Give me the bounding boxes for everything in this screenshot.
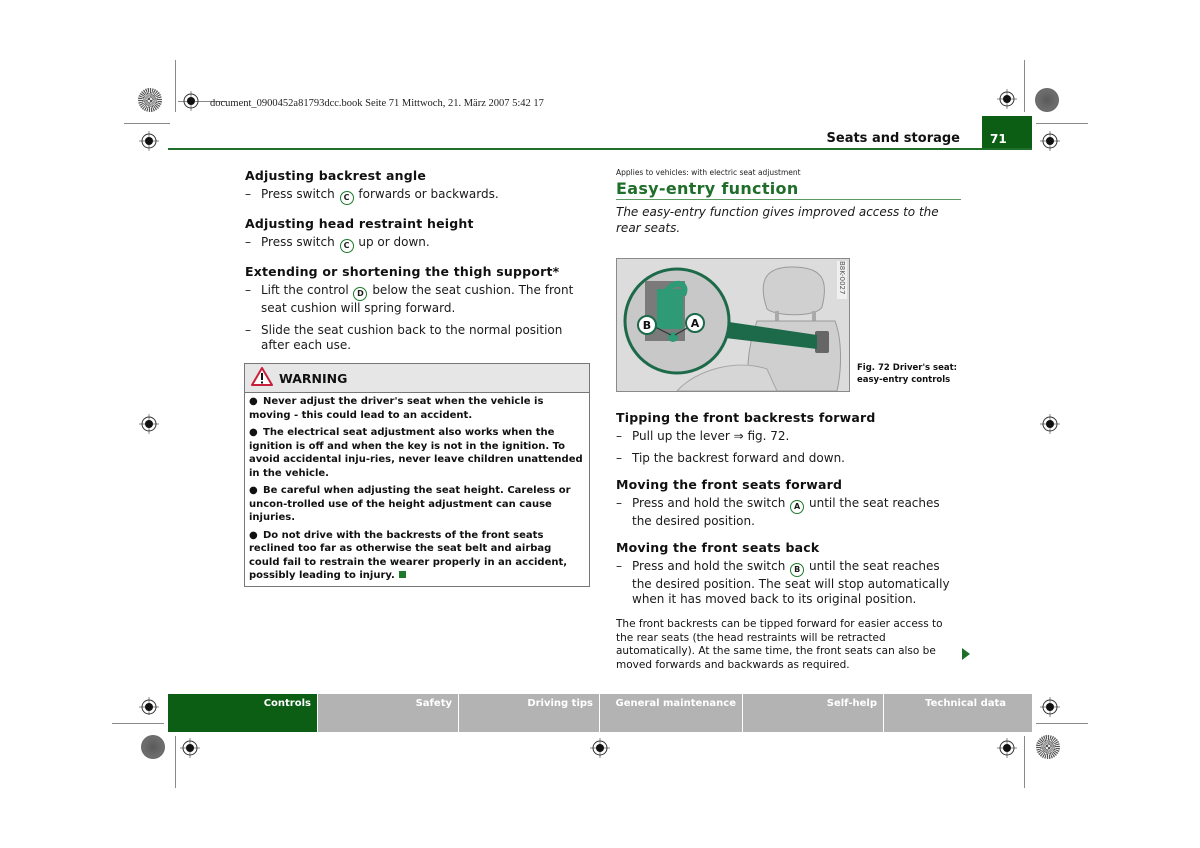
control-ref-badge: C xyxy=(340,239,354,253)
warning-triangle-icon xyxy=(251,367,273,390)
control-ref-badge: D xyxy=(353,287,367,301)
section-heading: Tipping the front backrests forward xyxy=(616,410,876,425)
right-column xyxy=(616,168,961,672)
color-rosette-icon xyxy=(138,88,162,112)
instruction-step: – Press switch C up or down. xyxy=(245,235,590,253)
registration-target-icon xyxy=(1040,697,1060,717)
tab-self-help[interactable]: Self-help xyxy=(743,694,883,732)
crop-line xyxy=(175,60,176,112)
section-backrest-angle xyxy=(245,168,590,205)
end-of-section-icon xyxy=(399,571,406,578)
color-rosette-icon xyxy=(141,735,165,759)
chapter-tabs xyxy=(168,694,1033,732)
header-rule xyxy=(168,148,1032,150)
section-heading: Adjusting backrest angle xyxy=(245,168,427,183)
crop-line xyxy=(1036,723,1088,724)
registration-target-icon xyxy=(180,738,200,758)
tab-controls[interactable]: Controls xyxy=(168,694,317,732)
explanatory-note: The front backrests can be tipped forward for easier access to the rear seats (the head restraints will be retracted automatically). At the same time, the front seats can also be moved forwards and backwards as required. xyxy=(616,618,943,671)
crop-line xyxy=(175,736,176,788)
seat-illustration xyxy=(617,259,849,391)
section-title: Seats and storage xyxy=(826,131,960,146)
warning-item: ● The electrical seat adjustment also works when the ignition is off and when the key is not in the ignition. To avoid accidental inju-ries, never leave children unattended in the vehicle. xyxy=(249,427,583,479)
figure-label-a: A xyxy=(690,317,700,330)
registration-target-icon xyxy=(1040,131,1060,151)
section-moving-back xyxy=(616,540,961,607)
continue-arrow-icon xyxy=(962,648,970,660)
warning-label: WARNING xyxy=(279,370,348,386)
instruction-step: – Lift the control D below the seat cushion. The front seat cushion will spring forward. xyxy=(245,283,590,316)
warning-item: ● Be careful when adjusting the seat height. Careless or uncon-trolled use of the height adjustment can cause injuries. xyxy=(249,485,571,523)
registration-target-icon xyxy=(181,91,201,111)
instruction-step: – Press switch C forwards or backwards. xyxy=(245,187,590,205)
instruction-step: – Press and hold the switch A until the seat reaches the desired position. xyxy=(616,496,961,529)
warning-item: ● Never adjust the driver's seat when the vehicle is moving - this could lead to an accident. xyxy=(249,396,544,421)
registration-target-icon xyxy=(997,89,1017,109)
control-ref-badge: C xyxy=(340,191,354,205)
crop-line xyxy=(112,723,164,724)
applies-to-note: Applies to vehicles: with electric seat adjustment xyxy=(616,168,801,177)
instruction-step: – Slide the seat cushion back to the normal position after each use. xyxy=(245,323,590,353)
color-rosette-icon xyxy=(1035,88,1059,112)
tab-technical-data[interactable]: Technical data xyxy=(884,694,1032,732)
section-heading: Adjusting head restraint height xyxy=(245,216,474,231)
section-head-restraint xyxy=(245,216,590,253)
crop-line xyxy=(1036,123,1088,124)
section-tipping-backrests xyxy=(616,410,961,466)
instruction-step: – Tip the backrest forward and down. xyxy=(616,451,961,466)
figure-easy-entry xyxy=(616,258,850,392)
warning-body xyxy=(245,393,589,586)
registration-target-icon xyxy=(139,697,159,717)
instruction-step: – Press and hold the switch B until the seat reaches the desired position. The seat will stop automatically when it has moved back to its original position. xyxy=(616,559,961,607)
warning-header xyxy=(245,364,589,393)
registration-target-icon xyxy=(590,738,610,758)
section-heading: Moving the front seats forward xyxy=(616,477,843,492)
lead-paragraph: The easy-entry function gives improved access to the rear seats. xyxy=(616,205,939,235)
section-heading: Extending or shortening the thigh support* xyxy=(245,264,560,279)
tab-general-maintenance[interactable]: General maintenance xyxy=(600,694,742,732)
control-ref-badge: B xyxy=(790,563,804,577)
figure-caption: Fig. 72 Driver's seat: easy-entry controls xyxy=(857,363,958,385)
left-column xyxy=(245,168,590,364)
control-ref-badge: A xyxy=(790,500,804,514)
topic-title: Easy-entry function xyxy=(616,179,961,200)
page-number: 71 xyxy=(982,116,1032,149)
figure-label-b: B xyxy=(642,319,652,332)
color-rosette-icon xyxy=(1036,735,1060,759)
tab-safety[interactable]: Safety xyxy=(318,694,458,732)
warning-item: ● Do not drive with the backrests of the front seats reclined too far as otherwise the seat belt and airbag could fail to restrain the wearer properly in an accident, possibly leading to injury. xyxy=(249,529,568,581)
crop-line xyxy=(124,123,170,124)
crop-line xyxy=(1024,736,1025,788)
section-thigh-support xyxy=(245,264,590,353)
figure-code-tag: B8K-0027 xyxy=(837,261,847,299)
instruction-step: – Pull up the lever ⇒ fig. 72. xyxy=(616,429,961,444)
section-moving-forward xyxy=(616,477,961,529)
registration-target-icon xyxy=(139,131,159,151)
crop-line xyxy=(1024,60,1025,112)
section-heading: Moving the front seats back xyxy=(616,540,820,555)
registration-target-icon xyxy=(1040,414,1060,434)
registration-target-icon xyxy=(997,738,1017,758)
tab-driving-tips[interactable]: Driving tips xyxy=(459,694,599,732)
warning-box xyxy=(244,363,590,587)
registration-target-icon xyxy=(139,414,159,434)
print-slug: document_0900452a81793dcc.book Seite 71 Mittwoch, 21. März 2007 5:42 17 xyxy=(210,98,544,109)
